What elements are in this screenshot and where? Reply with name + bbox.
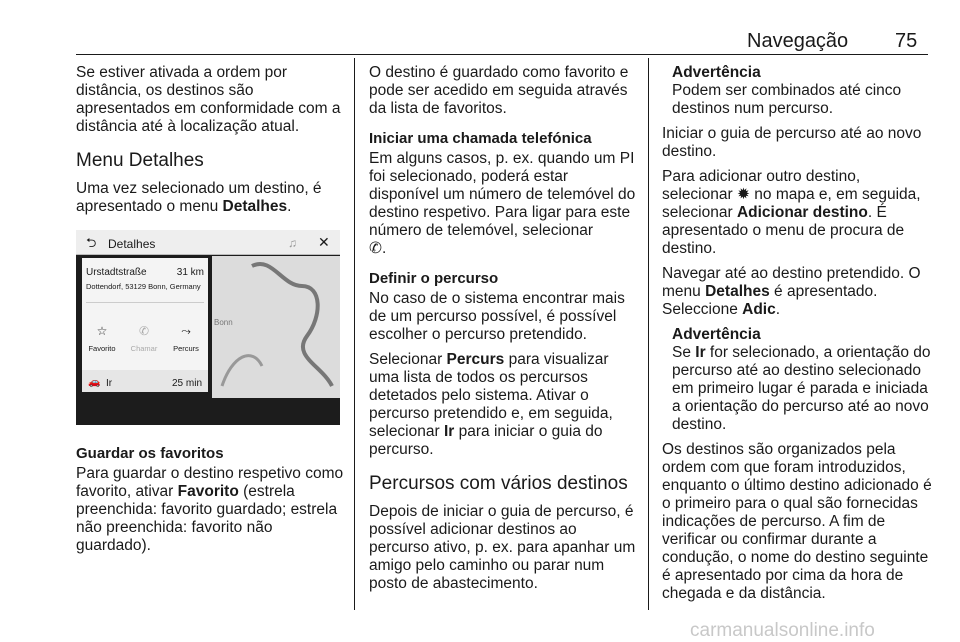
note-text: Podem ser combinados até cinco destinos num percurso. <box>672 82 902 117</box>
map-view <box>212 256 340 398</box>
go-label: Ir <box>106 378 113 389</box>
paragraph: Para guardar o destino respetivo como favorito, ativar Favorito (estrela preenchida: favorito guardado; estrela não preenchida: favorito não guardado). <box>76 465 344 554</box>
paragraph: Uma vez selecionado um destino, é apresentado o menu Detalhes. <box>76 180 322 215</box>
section-heading-multi: Percursos com vários destinos <box>369 473 628 494</box>
note-text: Se Ir for selecionado, a orientação do percurso até ao destino selecionado em primeiro lugar é parada e iniciada a orientação do percurso até ao novo destino. <box>672 344 931 433</box>
city-label: Bonn <box>214 318 233 327</box>
note-box <box>672 64 932 118</box>
favorite-action: ☆ Favorito <box>84 322 120 358</box>
paragraph: Se estiver ativada a ordem por distância, os destinos são apresentados em conformidade com a distância até à localização atual. <box>76 64 341 135</box>
column-3 <box>662 64 932 610</box>
phone-icon: ✆ <box>138 324 150 338</box>
routes-action: ⤳ Percurs <box>168 322 204 358</box>
paragraph: Em alguns casos, p. ex. quando um PI foi selecionado, poderá estar disponível um número de telemóvel do destino respetivo. Para ligar para este número de telemóvel, selecionar ✆. <box>369 150 636 257</box>
page-number: 75 <box>895 30 918 52</box>
paragraph: Para adicionar outro destino, selecionar ✹ no mapa e, em seguida, selecionar Adicionar destino. É apresentado o menu de procura de destino. <box>662 168 921 257</box>
car-icon: 🚗 <box>88 377 101 388</box>
note-heading: Advertência <box>672 64 761 81</box>
route-icon: ⤳ <box>181 324 191 338</box>
paragraph: Depois de iniciar o guia de percurso, é possível adicionar destinos ao percurso ativo, p. ex. para apanhar um amigo pelo caminho ou parar num posto de abastecimento. <box>369 503 636 592</box>
column-1 <box>76 64 344 562</box>
page-header-title: Navegação <box>747 30 849 52</box>
details-title-bar <box>76 230 340 255</box>
section-heading-call: Iniciar uma chamada telefónica <box>369 130 592 147</box>
distance: 31 km <box>176 267 204 278</box>
note-heading: Advertência <box>672 326 761 343</box>
gear-icon: ✹ <box>736 186 750 203</box>
details-screenshot <box>76 230 340 425</box>
phone-icon: ✆ <box>369 240 382 257</box>
paragraph: Selecionar Percurs para visualizar uma lista de todos os percursos detetados pelo sistema. Ativar o percurso pretendido e, em seguida, selecionar Ir para iniciar o guia do percurso. <box>369 351 613 458</box>
paragraph: O destino é guardado como favorito e pode ser acedido em seguida através da lista de favoritos. <box>369 64 629 117</box>
header-rule <box>76 54 928 55</box>
eta: 25 min <box>171 378 202 389</box>
column-divider-2 <box>648 58 649 610</box>
close-icon: ✕ <box>318 234 330 250</box>
call-action: ✆ Chamar <box>126 322 162 358</box>
star-icon: ☆ <box>96 324 108 338</box>
details-title: Detalhes <box>108 237 156 251</box>
paragraph: Navegar até ao destino pretendido. O menu Detalhes é apresentado. Seleccione Adic. <box>662 265 921 318</box>
note-box <box>672 326 932 434</box>
address: Dottendorf, 53129 Bonn, Germany <box>86 282 201 291</box>
music-icon: ♫ <box>288 236 297 250</box>
street-name: Urstadtstraße <box>86 267 147 278</box>
paragraph: Os destinos são organizados pela ordem com que foram introduzidos, enquanto o último destino adicionado é o primeiro para o qual são fornecidas indicações de percurso. A fim de verificar ou confirmar durante a condução, o nome do destino seguinte é apresentado por cima da hora de chegada e da distância. <box>662 441 932 602</box>
go-button <box>82 370 208 392</box>
watermark: carmanualsonline.info <box>690 620 875 641</box>
section-heading-favorites: Guardar os favoritos <box>76 445 224 462</box>
column-2 <box>369 64 639 600</box>
paragraph: No caso de o sistema encontrar mais de um percurso possível, é possível escolher o percurso pretendido. <box>369 290 625 343</box>
section-heading-menu: Menu Detalhes <box>76 150 204 171</box>
column-divider-1 <box>354 58 355 610</box>
back-icon: ⮌ <box>86 235 97 250</box>
section-heading-route: Definir o percurso <box>369 270 499 287</box>
paragraph: Iniciar o guia de percurso até ao novo destino. <box>662 125 922 160</box>
